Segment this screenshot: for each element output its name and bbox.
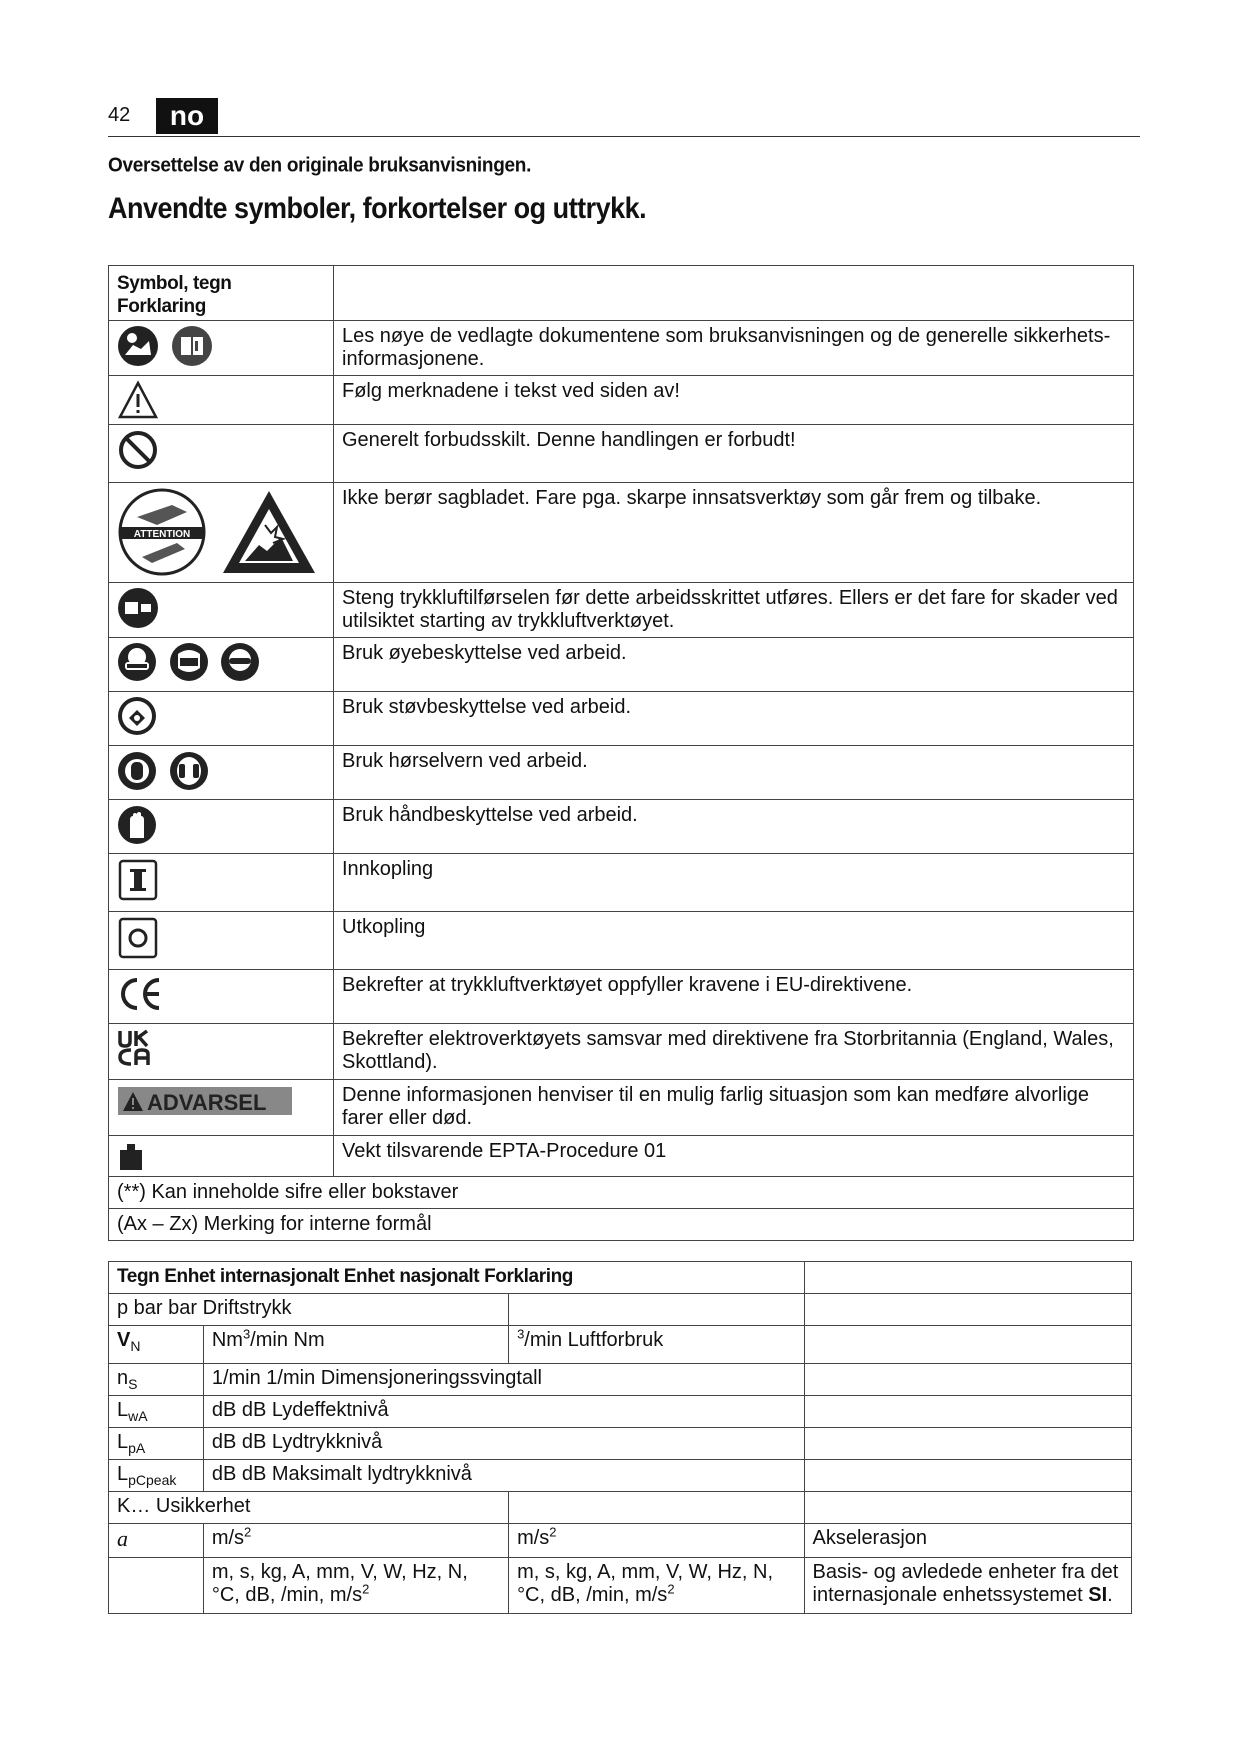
symbol-cell [109,1460,204,1492]
units-table [108,1261,1132,1614]
ukca-mark-icon [117,1028,153,1068]
symbol-cell [109,970,334,1024]
table-row [109,1558,1132,1614]
unit-cell [804,1364,1131,1396]
symbol-cell [109,1396,204,1428]
symbol-cell [109,1428,204,1460]
superscript-3: 3 [517,1326,525,1342]
table-row [109,321,1134,376]
ear-muffs-icon [117,750,157,792]
description-cell: Denne informasjonen henviser til en mulig farlig situasjon som kan medføre alvorlige farer eller død. [334,1080,1134,1136]
symbol-cell [109,1326,204,1364]
read-manual-icon [117,325,159,367]
warning-triangle-icon [117,380,159,420]
table-row [109,425,1134,483]
unit-cell [509,1492,804,1524]
page-header [108,98,1140,137]
face-shield-icon [169,642,209,682]
superscript-2: 2 [549,1524,557,1540]
unit-cell [203,1524,508,1558]
language-tag: no [156,98,218,134]
symbol-cell [109,854,334,912]
table-row [109,970,1134,1024]
unit-cell: Akselerasjon [804,1524,1131,1558]
table-row [109,1396,1132,1428]
table-row [109,1524,1132,1558]
goggles-icon [117,642,157,682]
table-row [109,1460,1132,1492]
table-row [109,1136,1134,1177]
lwa-subscript: wA [128,1408,148,1424]
lpc-subscript: pCpeak [128,1472,177,1488]
description-cell: Bruk øyebeskyttelse ved arbeid. [334,638,1134,692]
table-row [109,1364,1132,1396]
flow-unit-rest: /min Nm [250,1329,325,1351]
units-header: Tegn Enhet internasjonalt Enhet nasjonalt Forklaring [109,1262,805,1294]
symbol-cell [109,912,334,970]
unit-cell [509,1326,804,1364]
table-row [109,1492,1132,1524]
unit-cell [509,1558,804,1614]
description-cell: Bruk håndbeskyttelse ved arbeid. [334,800,1134,854]
speed-symbol: n [117,1367,129,1389]
si-units-line1: m, s, kg, A, mm, V, W, Hz, N, [517,1561,774,1583]
description-cell: Bruk støvbeskyttelse ved arbeid. [334,692,1134,746]
description-cell: Vekt tilsvarende EPTA-Procedure 01 [334,1136,1134,1177]
footnote-row [109,1177,1134,1209]
superscript-2: 2 [362,1581,370,1597]
table-row [109,912,1134,970]
power-off-icon [117,916,159,960]
unit-cell [804,1326,1131,1364]
unit-cell [804,1492,1131,1524]
footnote-internal: (Ax – Zx) Merking for interne formål [109,1209,1134,1241]
table-row [109,1294,1132,1326]
dust-mask-icon [117,696,157,736]
table-row [109,583,1134,638]
symbol-cell [109,1136,334,1177]
accel-unit: m/s [517,1527,550,1549]
lpa-symbol: L [117,1431,129,1453]
flow-subscript: N [130,1338,141,1354]
symbol-cell [109,1080,334,1136]
si-period: . [1107,1584,1113,1606]
symbol-cell [109,425,334,483]
si-units-line2: °C, dB, /min, m/s [211,1584,363,1606]
lwa-symbol: L [117,1399,129,1421]
symbol-cell [109,692,334,746]
description-cell: Les nøye de vedlagte dokumentene som bruksanvisningen og de generelle sikkerhets-informasjonene. [334,321,1134,376]
unit-cell [804,1460,1131,1492]
info-book-icon [171,325,213,367]
table-row [109,746,1134,800]
unit-cell [804,1294,1131,1326]
disconnect-air-icon [117,587,159,629]
table-row [109,1428,1132,1460]
table-row [109,1080,1134,1136]
ear-protection-icon [169,750,209,792]
symbols-header: Symbol, tegn Forklaring [109,266,334,321]
unit-cell: 1/min 1/min Dimensjoneringssvingtall [203,1364,804,1396]
symbols-table [108,265,1134,1241]
symbol-cell [109,376,334,425]
symbol-cell [109,800,334,854]
superscript-3: 3 [242,1326,251,1342]
unit-cell [509,1524,804,1558]
flow-unit-base: Nm [211,1329,243,1351]
attention-blade-icon [117,487,207,577]
ce-mark-icon [117,974,165,1014]
symbol-cell [109,1024,334,1080]
unit-cell [804,1558,1131,1614]
section-title: Anvendte symboler, forkortelser og uttrykk. [108,192,647,225]
si-units-line1: m, s, kg, A, mm, V, W, Hz, N, [211,1561,468,1583]
table-row [109,483,1134,583]
description-cell: Generelt forbudsskilt. Denne handlingen er forbudt! [334,425,1134,483]
unit-cell: dB dB Lydtrykknivå [203,1428,804,1460]
unit-cell [203,1326,508,1364]
unit-cell [509,1294,804,1326]
symbol-cell [109,583,334,638]
unit-cell: K… Usikkerhet [109,1492,509,1524]
symbol-cell [109,321,334,376]
table-row [109,638,1134,692]
superscript-2: 2 [244,1524,252,1540]
table-row [109,854,1134,912]
gloves-icon [117,804,157,846]
symbol-cell [109,1364,204,1396]
description-cell: Bekrefter elektroverktøyets samsvar med direktivene fra Storbritannia (England, Wales, Skottland). [334,1024,1134,1080]
weight-icon [117,1140,145,1172]
accel-unit: m/s [211,1527,245,1549]
flow-description: /min Luftforbruk [524,1329,664,1351]
si-units-line2: °C, dB, /min, m/s [517,1584,668,1606]
description-cell: Utkopling [334,912,1134,970]
pressure-desc: Driftstrykk [202,1297,292,1319]
description-cell: Bekrefter at trykkluftverktøyet oppfyller kravene i EU-direktivene. [334,970,1134,1024]
unit-cell [109,1294,509,1326]
page-number: 42 [108,104,131,126]
advarsel-label: ADVARSEL [147,1090,267,1115]
table-row [109,692,1134,746]
footnote-row [109,1209,1134,1241]
footnote-digits: (**) Kan inneholde sifre eller bokstaver [109,1177,1134,1209]
flow-symbol: V [117,1329,131,1351]
lpc-symbol: L [117,1463,129,1485]
lpa-subscript: pA [128,1440,146,1456]
unit-cell [203,1558,508,1614]
description-cell: Bruk hørselvern ved arbeid. [334,746,1134,800]
advarsel-badge-icon [117,1084,293,1118]
symbol-cell [109,1524,204,1558]
symbol-cell [109,483,334,583]
power-on-icon [117,858,159,902]
speed-subscript: S [128,1376,138,1392]
table-row [109,800,1134,854]
si-abbrev: SI [1088,1584,1108,1606]
unit-cell [804,1428,1131,1460]
units-header-empty [804,1262,1131,1294]
accel-symbol: a [117,1526,128,1551]
description-cell: Følg merknadene i tekst ved siden av! [334,376,1134,425]
cut-hazard-triangle-icon [219,487,319,577]
symbol-cell [109,1558,204,1614]
unit-cell: dB dB Lydeffektnivå [203,1396,804,1428]
symbol-cell [109,746,334,800]
document-subtitle: Oversettelse av den originale bruksanvisningen. [108,154,532,177]
attention-label: ATTENTION [133,529,191,540]
description-cell: Innkopling [334,854,1134,912]
description-cell: Ikke berør sagbladet. Fare pga. skarpe innsatsverktøy som går frem og tilbake. [334,483,1134,583]
unit-cell [804,1396,1131,1428]
safety-glasses-icon [220,642,260,682]
table-row [109,1326,1132,1364]
table-row [109,376,1134,425]
si-description: Basis- og avledede enheter fra det internasjonale enhetssystemet [812,1561,1119,1606]
symbols-header-empty [334,266,1134,321]
description-cell: Steng trykkluftilførselen før dette arbeidsskrittet utføres. Ellers er det fare for skader ved utilsiktet starting av trykkluftverktøyet. [334,583,1134,638]
prohibition-icon [117,429,159,471]
symbol-cell [109,638,334,692]
superscript-2: 2 [667,1581,675,1597]
pressure-symbol: p bar bar [117,1297,198,1319]
table-row [109,1024,1134,1080]
unit-cell: dB dB Maksimalt lydtrykknivå [203,1460,804,1492]
